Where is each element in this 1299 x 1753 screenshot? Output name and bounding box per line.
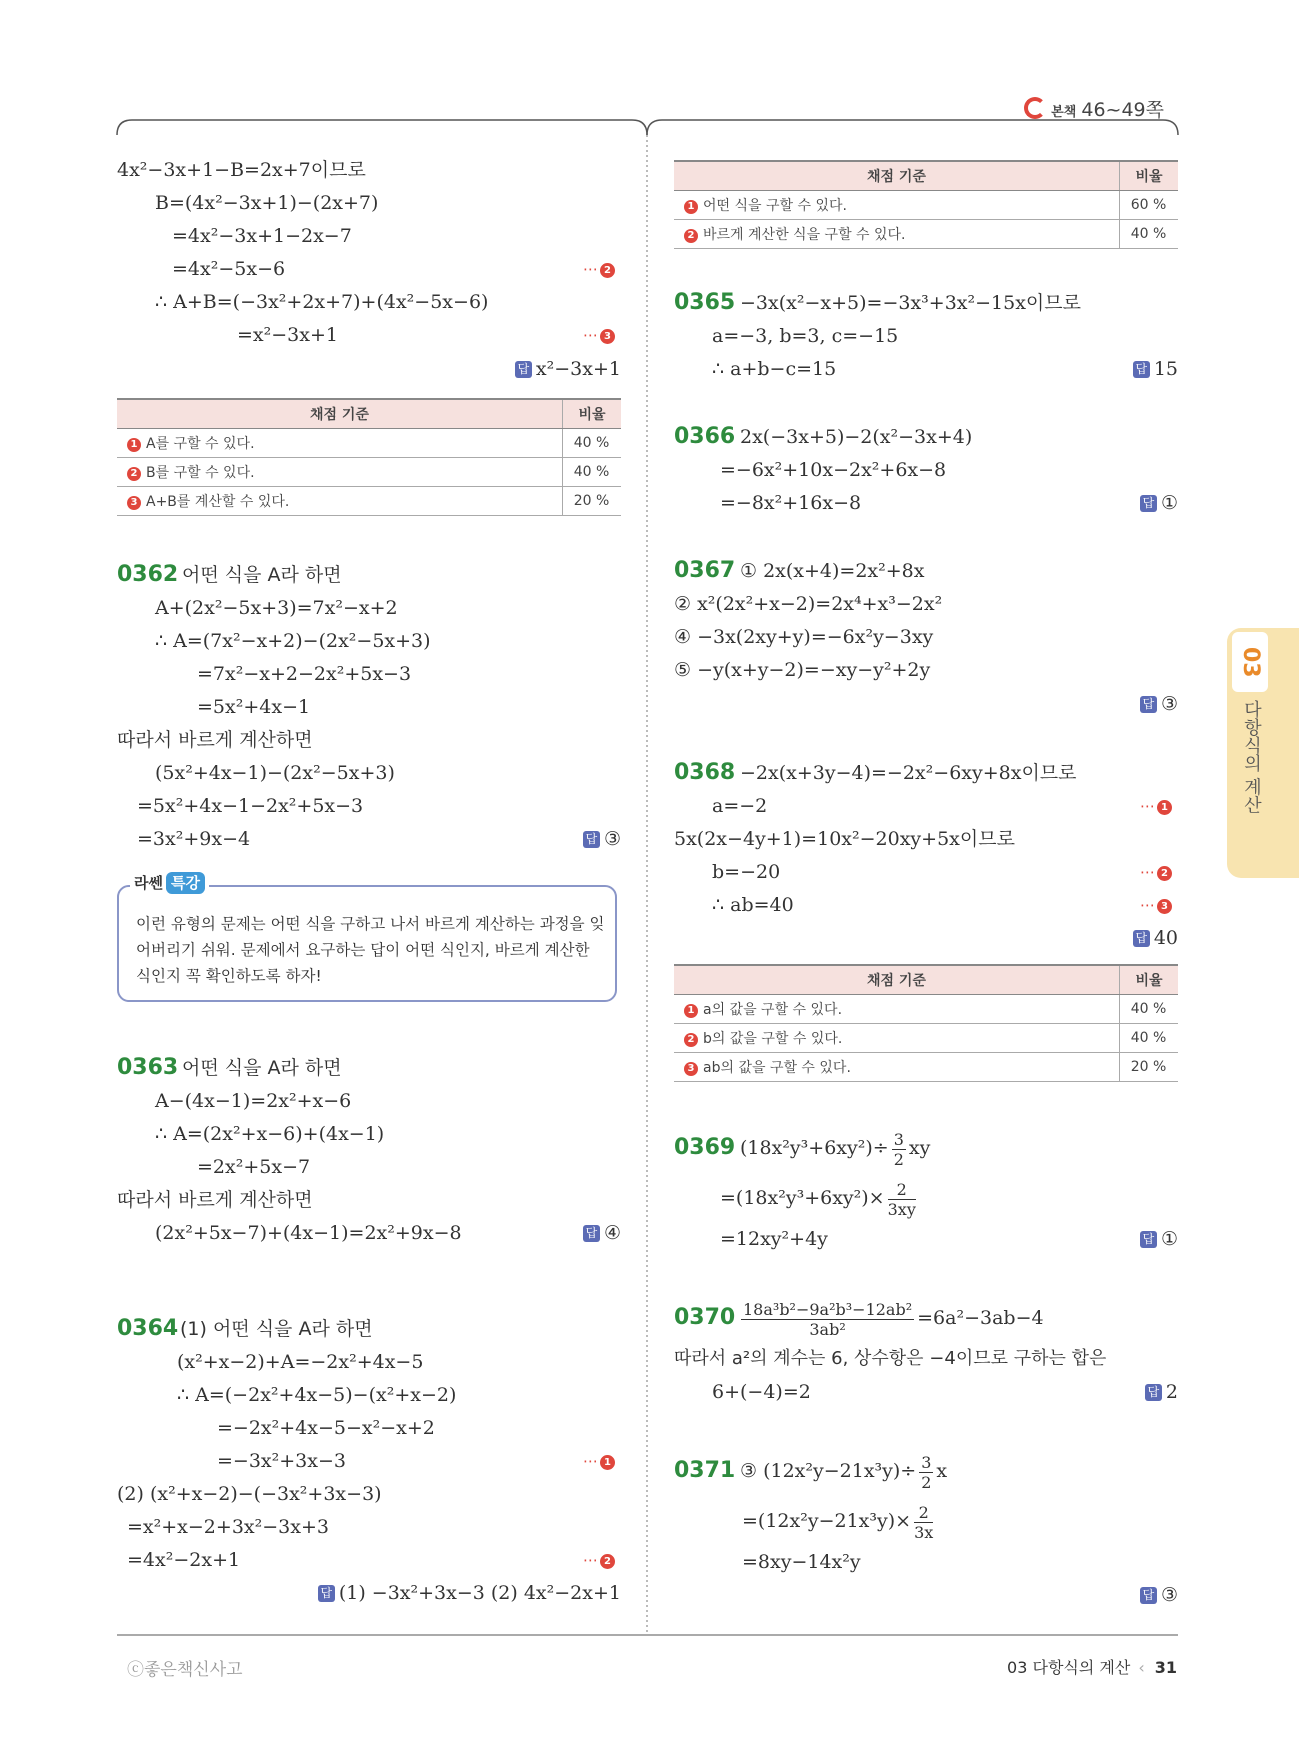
text-line: =12xy²+4y [720, 1228, 828, 1250]
text-line: 5x(2x−4y+1)=10x²−20xy+5x이므로 [674, 828, 1015, 850]
answer: 답 ③ [583, 826, 621, 852]
step-marker: ⋯ 2 [583, 256, 615, 282]
problem-number: 0363 [117, 1055, 179, 1080]
answer-icon: 답 [318, 1585, 335, 1602]
text-line: 어떤 식을 A라 하면 [182, 1057, 342, 1079]
answer-icon: 답 [1140, 1231, 1157, 1248]
answer-icon: 답 [1133, 930, 1150, 947]
publisher-mark: ⓒ좋은책신사고 [127, 1660, 243, 1680]
answer: 답 2 [1145, 1379, 1178, 1405]
text-line: (2) (x²+x−2)−(−3x²+3x−3) [117, 1483, 382, 1505]
answer-icon: 답 [583, 831, 600, 848]
text-line: 따라서 a²의 계수는 6, 상수항은 −4이므로 구하는 합은 [674, 1348, 1107, 1369]
text-line: =2x²+5x−7 [197, 1156, 311, 1178]
text-line: (x²+x−2)+A=−2x²+4x−5 [177, 1351, 424, 1373]
chapter-number: 03 [1232, 632, 1268, 692]
text-line: =−3x²+3x−3 [217, 1450, 346, 1472]
text-line: 따라서 바르게 계산하면 [117, 1189, 313, 1211]
step-marker: ⋯ 3 [1140, 892, 1172, 918]
text-line: ② x²(2x²+x−2)=2x⁴+x³−2x² [674, 593, 943, 615]
answer-icon: 답 [515, 361, 532, 378]
text-line: =4x²−5x−6 [172, 258, 286, 280]
grading-table: 채점 기준 비율 1 A를 구할 수 있다. 40 % 2 B를 구할 수 있다. 40 % 3 A+B를 계산할 수 있다. 20 % [117, 398, 621, 516]
text-line: ∴ A=(2x²+x−6)+(4x−1) [155, 1123, 385, 1145]
text-line: −2x(x+3y−4)=−2x²−6xy+8x이므로 [740, 762, 1077, 784]
page-number: 31 [1154, 1658, 1177, 1677]
step-marker: ⋯ 1 [1140, 793, 1172, 819]
text-line: 어떤 식을 A라 하면 [182, 564, 342, 586]
page-footer [1007, 1655, 1177, 1678]
refresh-arrow-icon [1024, 97, 1046, 119]
text-line: ③ (12x²y−21x³y)÷ $\frac{3}{2}$ x [740, 1452, 948, 1492]
tip-box [117, 885, 617, 1002]
text-line: ∴ A+B=(−3x²+2x+7)+(4x²−5x−6) [155, 291, 489, 313]
answer-icon: 답 [1140, 696, 1157, 713]
tip-title: 라쎈 특강 [130, 872, 209, 894]
step-marker: ⋯ 2 [583, 1547, 615, 1573]
step-marker: ⋯ 2 [1140, 859, 1172, 885]
answer: 답 ③ [1140, 1582, 1178, 1608]
problem-number: 0367 [674, 558, 736, 583]
text-line: −3x(x²−x+5)=−3x³+3x²−15x이므로 [740, 292, 1081, 314]
text-line: 따라서 바르게 계산하면 [117, 729, 313, 751]
text-line: 6+(−4)=2 [712, 1381, 811, 1403]
problem-number: 0366 [674, 424, 736, 449]
text-line: =−6x²+10x−2x²+6x−8 [720, 459, 947, 481]
answer-icon: 답 [1140, 1587, 1157, 1604]
answer: 답 ① [1140, 1226, 1178, 1252]
text-line: =−8x²+16x−8 [720, 492, 862, 514]
text-line: =7x²−x+2−2x²+5x−3 [197, 663, 412, 685]
text-line: ① 2x(x+4)=2x²+8x [740, 560, 925, 582]
ref-label: 본책 [1051, 105, 1077, 120]
page-reference [1024, 95, 1164, 122]
text-line: (1) 어떤 식을 A라 하면 [180, 1318, 373, 1340]
text-line: ∴ A=(7x²−x+2)−(2x²−5x+3) [155, 630, 431, 652]
text-line: B=(4x²−3x+1)−(2x+7) [155, 192, 379, 214]
problem-number: 0369 [674, 1135, 736, 1160]
text-line: A+(2x²−5x+3)=7x²−x+2 [155, 597, 398, 619]
ref-pages: 46~49쪽 [1081, 99, 1164, 121]
text-line: =x²−3x+1 [237, 324, 338, 346]
text-line: =5x²+4x−1 [197, 696, 311, 718]
problem-number: 0362 [117, 562, 179, 587]
problem-number: 0368 [674, 760, 736, 785]
problem-number: 0365 [674, 290, 736, 315]
text-line: A−(4x−1)=2x²+x−6 [155, 1090, 352, 1112]
answer: 답 40 [1133, 925, 1178, 951]
text-line: ∴ A=(−2x²+4x−5)−(x²+x−2) [177, 1384, 457, 1406]
answer: 답 15 [1133, 356, 1178, 382]
text-line: =3x²+9x−4 [137, 828, 251, 850]
grading-table: 채점 기준 비율 1 a의 값을 구할 수 있다. 40 % 2 b의 값을 구할 수 있다. 40 % 3 ab의 값을 구할 수 있다. 20 % [674, 964, 1178, 1082]
text-line: 2x(−3x+5)−2(x²−3x+4) [740, 426, 973, 448]
text-line: (18x²y³+6xy²)÷ $\frac{3}{2}$ xy [740, 1129, 931, 1169]
text-line: ∴ ab=40 [712, 894, 794, 916]
answer: 답 ④ [583, 1220, 621, 1246]
answer-icon: 답 [1140, 495, 1157, 512]
text-line: a=−2 [712, 795, 768, 817]
text-line: =−2x²+4x−5−x²−x+2 [217, 1417, 435, 1439]
tip-text: 이런 유형의 문제는 어떤 식을 구하고 나서 바르게 계산하는 과정을 잊어버리기 쉬워. 문제에서 요구하는 답이 어떤 식인지, 바르게 계산한 식인지 꼭 확인하도록 하자! [136, 915, 605, 985]
text-line: =(18x²y³+6xy²)× $\frac{2}{3xy}$ [720, 1179, 916, 1219]
text-line: =5x²+4x−1−2x²+5x−3 [137, 795, 364, 817]
chapter-title: 다항식의 계산 [1241, 700, 1262, 814]
text-line: (2x²+5x−7)+(4x−1)=2x²+9x−8 [155, 1222, 462, 1244]
text-line: =8xy−14x²y [742, 1551, 861, 1573]
problem-number: 0371 [674, 1458, 736, 1483]
answer: 답 ① [1140, 490, 1178, 516]
answer-icon: 답 [1145, 1384, 1162, 1401]
grading-table: 채점 기준 비율 1 어떤 식을 구할 수 있다. 60 % 2 바르게 계산한 식을 구할 수 있다. 40 % [674, 160, 1178, 249]
text-line: 4x²−3x+1−B=2x+7이므로 [117, 159, 366, 181]
chevron-left-icon: ‹ [1138, 1658, 1145, 1677]
answer: 답 x²−3x+1 [515, 356, 621, 382]
text-line: $\frac{\text{18a³b²−9a²b³−12ab²}}{\text{3ab²}}$ =6a²−3ab−4 [743, 1299, 1044, 1339]
problem-number: 0364 [117, 1316, 179, 1341]
text-line: ④ −3x(2xy+y)=−6x²y−3xy [674, 626, 934, 648]
text-line: =4x²−3x+1−2x−7 [172, 225, 352, 247]
footer-chapter: 03 다항식의 계산 [1007, 1658, 1131, 1677]
answer: 답 (1) −3x²+3x−3 (2) 4x²−2x+1 [318, 1580, 621, 1606]
text-line: =x²+x−2+3x²−3x+3 [127, 1516, 329, 1538]
step-marker: ⋯ 3 [583, 322, 615, 348]
text-line: (5x²+4x−1)−(2x²−5x+3) [155, 762, 395, 784]
text-line: a=−3, b=3, c=−15 [712, 325, 899, 347]
text-line: b=−20 [712, 861, 781, 883]
text-line: ∴ a+b−c=15 [712, 358, 837, 380]
text-line: =4x²−2x+1 [127, 1549, 241, 1571]
answer: 답 ③ [1140, 691, 1178, 717]
answer-icon: 답 [583, 1225, 600, 1242]
answer-icon: 답 [1133, 361, 1150, 378]
text-line: ⑤ −y(x+y−2)=−xy−y²+2y [674, 659, 931, 681]
problem-number: 0370 [674, 1305, 736, 1330]
text-line: =(12x²y−21x³y)× $\frac{2}{3x}$ [742, 1502, 934, 1542]
step-marker: ⋯ 1 [583, 1448, 615, 1474]
